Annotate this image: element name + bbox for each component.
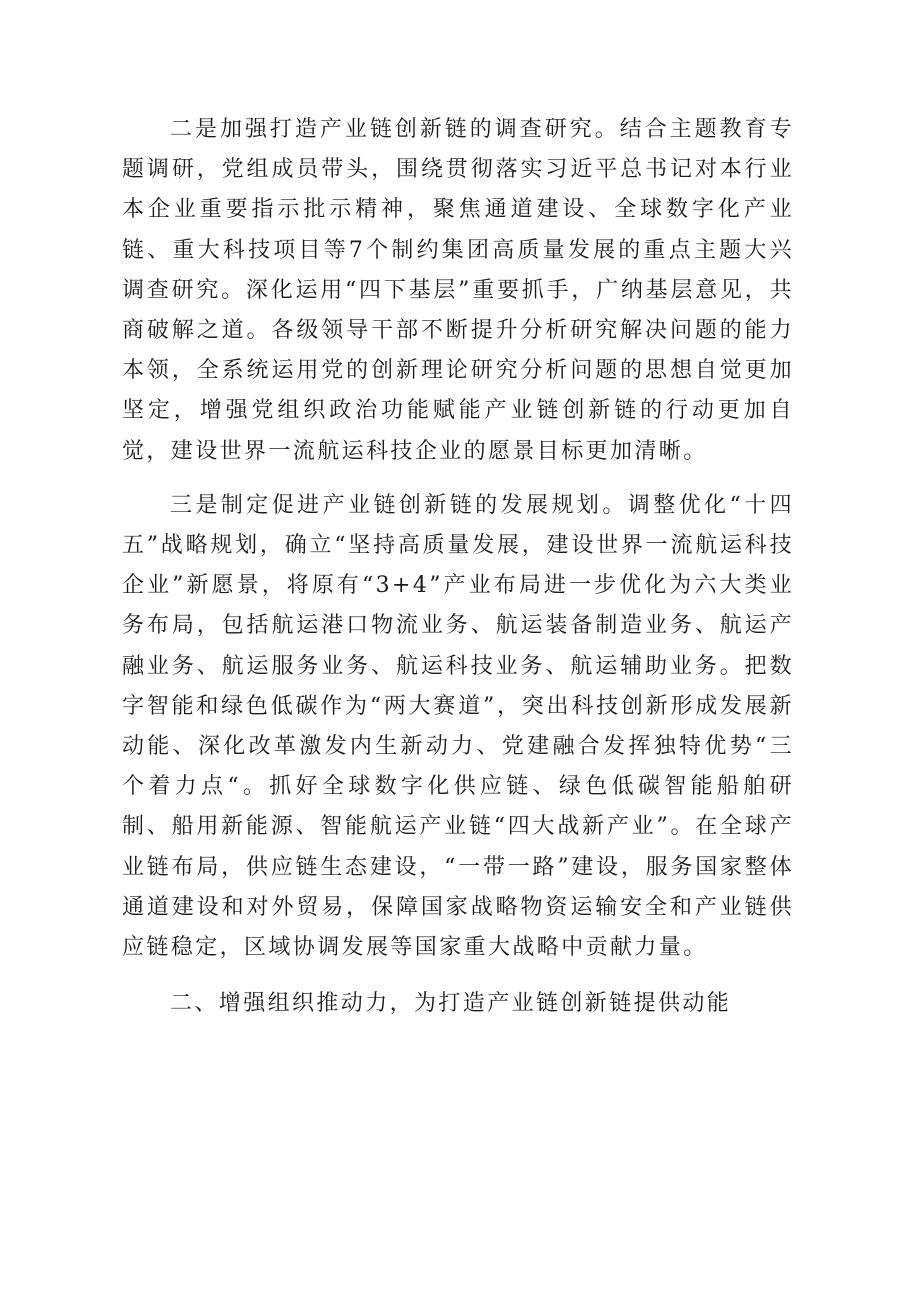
section-heading: 二、增强组织推动力，为打造产业链创新链提供动能 (170, 991, 732, 1017)
paragraph-planning: 三是制定促进产业链创新链的发展规划。调整优化“十四五”战略规划，确立“坚持高质量发展，建设世界一流航运科技企业”新愿景，将原有“3+4”产业布局进一步优化为六大类业务布局，包括航运港口物流业务、航运装备制造业务、航运产融业务、航运服务业务、航运科技业务、航运辅助业务。把数字智能和绿色低碳作为“两大赛道”，突出科技创新形成发展新动能、深化改革激发内生新动力、党建融合发挥独特优势“三个着力点“。抓好全球数字化供应链、绿色低碳智能船舶研制、船用新能源、智能航运产业链“四大战新产业”。在全球产业链布局，供应链生态建设，“一带一路”建设，服务国家整体通道建设和对外贸易，保障国家战略物资运输安全和产业链供应链稳定，区域协调发展等国家重大战略中贡献力量。 (122, 492, 794, 961)
document-body (122, 110, 794, 1024)
paragraph-research: 二是加强打造产业链创新链的调查研究。结合主题教育专题调研，党组成员带头，围绕贯彻落实习近平总书记对本行业本企业重要指示批示精神，聚焦通道建设、全球数字化产业链、重大科技项目等7个制约集团高质量发展的重点主题大兴调查研究。深化运用“四下基层”重要抓手，广纳基层意见，共商破解之道。各级领导干部不断提升分析研究解决问题的能力本领，全系统运用党的创新理论研究分析问题的思想自觉更加坚定，增强党组织政治功能赋能产业链创新链的行动更加自觉，建设世界一流航运科技企业的愿景目标更加清晰。 (122, 117, 794, 464)
